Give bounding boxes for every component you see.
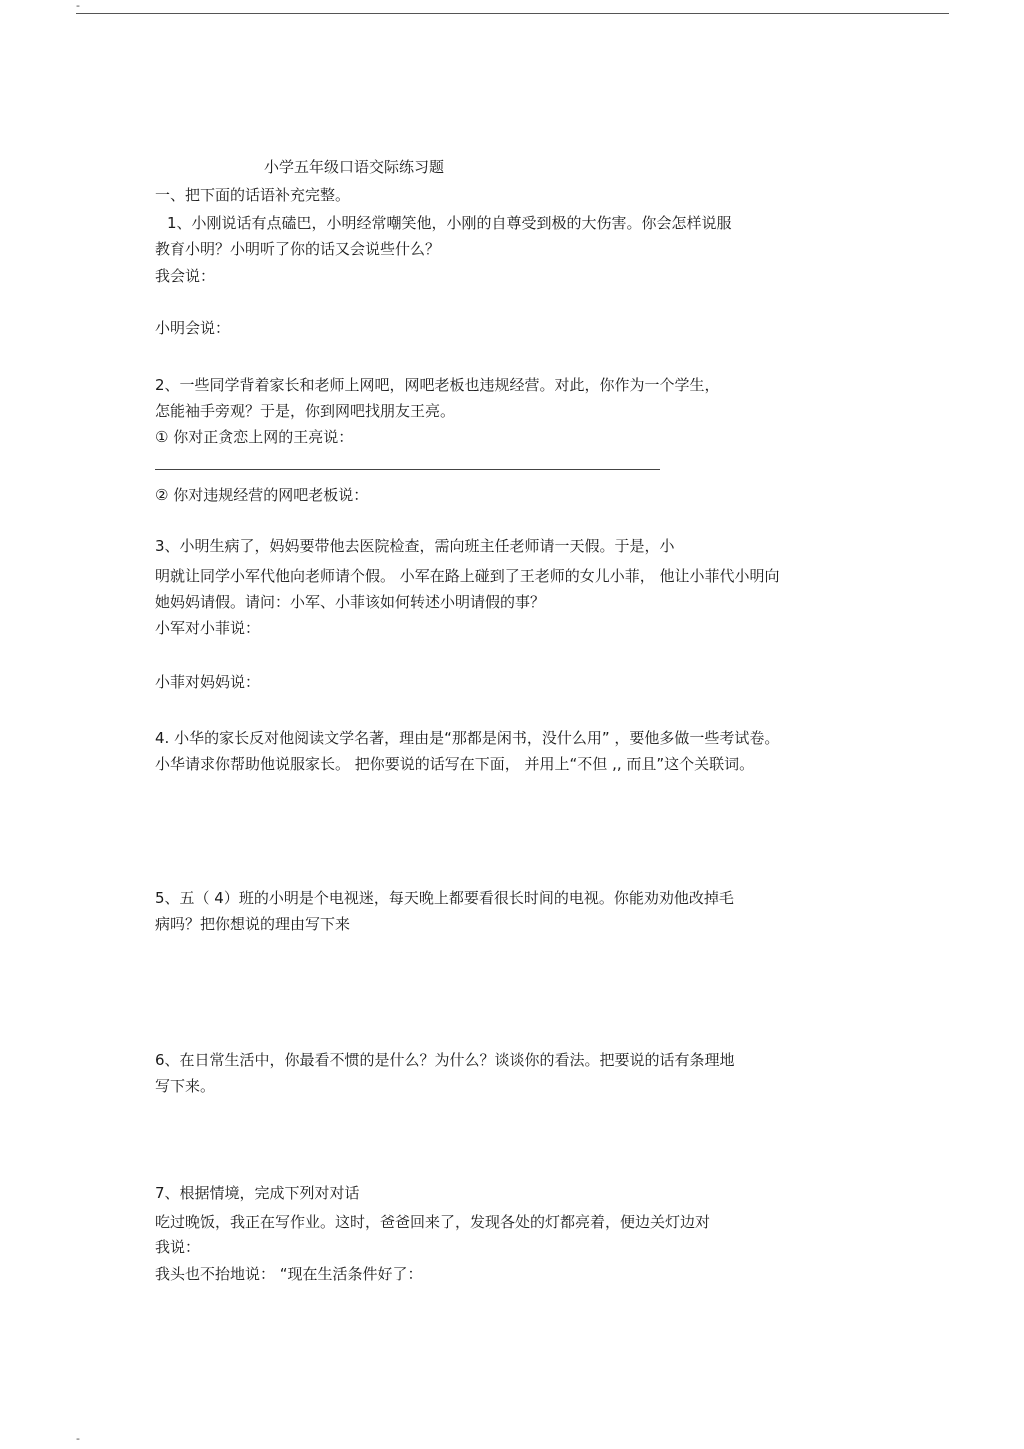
q2-prompt-2: ② 你对违规经营的网吧老板说： [155, 486, 369, 504]
section-heading: 一、把下面的话语补充完整。 [155, 186, 351, 204]
q3-prompt-1: 小军对小菲说： [155, 619, 261, 637]
q5-line-1: 5、五（ 4）班的小明是个电视迷，每天晚上都要看很长时间的电视。你能劝劝他改掉毛 [155, 889, 734, 907]
q2-line-1: 2、一些同学背着家长和老师上网吧，网吧老板也违规经营。对此，你作为一个学生， [155, 376, 720, 394]
q1-prompt-1: 我会说： [155, 267, 216, 285]
q3-line-3: 她妈妈请假。请问：小军、小菲该如何转述小明请假的事？ [155, 593, 546, 611]
header-rule [76, 13, 949, 14]
q2-prompt-1: ① 你对正贪恋上网的王亮说： [155, 428, 354, 446]
q1-line-2: 教育小明？小明听了你的话又会说些什么？ [155, 240, 441, 258]
q6-line-1: 6、在日常生活中，你最看不惯的是什么？为什么？谈谈你的看法。把要说的话有条理地 [155, 1051, 735, 1069]
q3-prompt-2: 小菲对妈妈说： [155, 673, 261, 691]
q1-line-1: 1、小刚说话有点磕巴，小明经常嘲笑他，小刚的自尊受到极的大伤害。你会怎样说服 [167, 214, 732, 232]
q7-line-4: 我头也不抬地说： “现在生活条件好了： [155, 1265, 423, 1283]
q7-line-1: 7、根据情境，完成下列对对话 [155, 1184, 360, 1202]
q1-prompt-2: 小明会说： [155, 319, 231, 337]
document-title: 小学五年级口语交际练习题 [264, 158, 445, 176]
q5-line-2: 病吗？把你想说的理由写下来 [155, 915, 351, 933]
answer-blank-line [155, 469, 660, 470]
q4-line-1: 4. 小华的家长反对他阅读文学名著，理由是“那都是闲书，没什么用” ，要他多做一些考试卷。 [155, 729, 780, 747]
q2-line-2: 怎能袖手旁观？于是，你到网吧找朋友王亮。 [155, 402, 456, 420]
q3-line-2: 明就让同学小军代他向老师请个假。 小军在路上碰到了王老师的女儿小菲， 他让小菲代小明向 [155, 567, 780, 585]
q7-line-3: 我说： [155, 1238, 201, 1256]
q4-line-2: 小华请求你帮助他说服家长。 把你要说的话写在下面， 并用上“不但 ,, 而且”这个关联词。 [155, 755, 755, 773]
q7-line-2: 吃过晚饭，我正在写作业。这时，爸爸回来了，发现各处的灯都亮着，便边关灯边对 [155, 1213, 711, 1231]
corner-mark-top: - [76, 0, 80, 12]
corner-mark-bottom: - [76, 1432, 80, 1445]
q6-line-2: 写下来。 [155, 1077, 216, 1095]
q3-line-1: 3、小明生病了，妈妈要带他去医院检查，需向班主任老师请一天假。于是，小 [155, 537, 675, 555]
